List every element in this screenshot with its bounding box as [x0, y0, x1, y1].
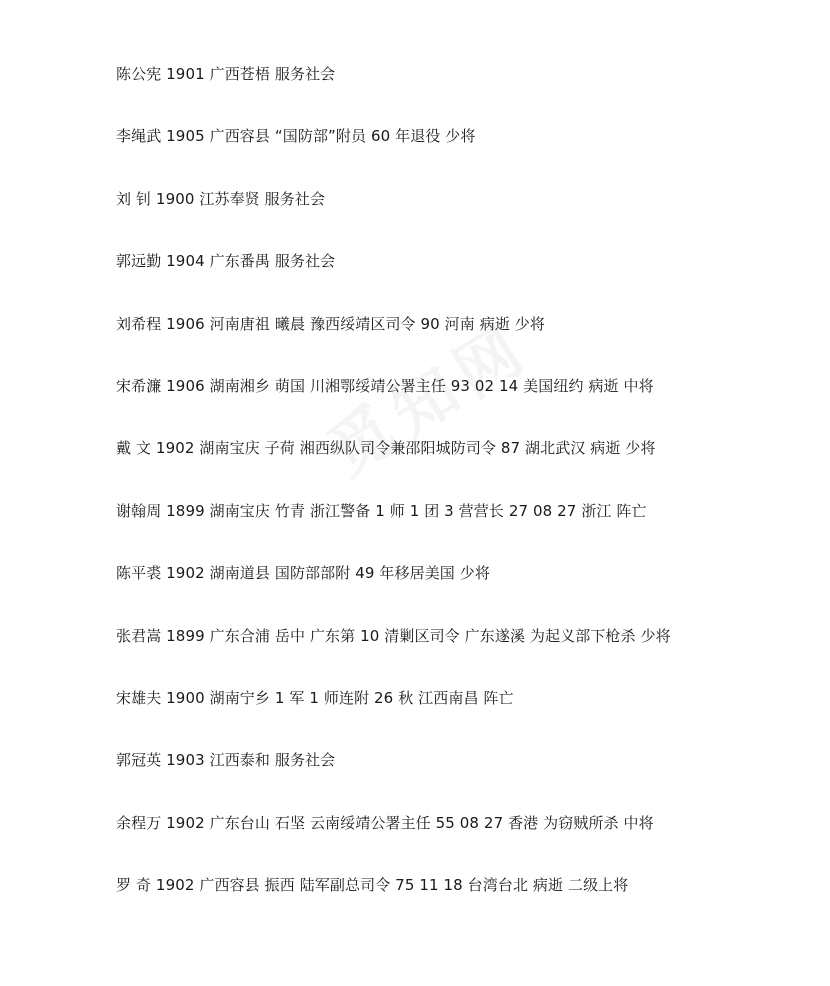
list-item: 戴 文 1902 湖南宝庆 子荷 湘西纵队司令兼邵阳城防司令 87 湖北武汉 病逝 少将 — [116, 439, 656, 458]
list-item: 宋雄夫 1900 湖南宁乡 1 军 1 师连附 26 秋 江西南昌 阵亡 — [116, 688, 514, 707]
list-item: 陈平裘 1902 湖南道县 国防部部附 49 年移居美国 少将 — [116, 564, 490, 583]
list-item: 谢翰周 1899 湖南宝庆 竹青 浙江警备 1 师 1 团 3 营营长 27 08 27 浙江 阵亡 — [116, 501, 647, 520]
biography-list — [116, 62, 806, 935]
list-item: 宋希濂 1906 湖南湘乡 萌国 川湘鄂绥靖公署主任 93 02 14 美国纽约 病逝 中将 — [116, 376, 654, 395]
list-item: 李绳武 1905 广西容县 “国防部”附员 60 年退役 少将 — [116, 127, 476, 146]
list-item: 刘 钊 1900 江苏奉贤 服务社会 — [116, 189, 326, 208]
list-item: 张君嵩 1899 广东合浦 岳中 广东第 10 清剿区司令 广东遂溪 为起义部下枪杀 少将 — [116, 626, 671, 645]
list-item: 余程万 1902 广东台山 石坚 云南绥靖公署主任 55 08 27 香港 为窃贼所杀 中将 — [116, 813, 654, 832]
list-item: 罗 奇 1902 广西容县 振西 陆军副总司令 75 11 18 台湾台北 病逝 二级上将 — [116, 876, 629, 895]
list-item: 刘希程 1906 河南唐祖 曦晨 豫西绥靖区司令 90 河南 病逝 少将 — [116, 314, 546, 333]
list-item: 郭冠英 1903 江西泰和 服务社会 — [116, 751, 336, 770]
list-item: 郭远勤 1904 广东番禺 服务社会 — [116, 252, 336, 271]
list-item: 陈公宪 1901 广西苍梧 服务社会 — [116, 65, 336, 83]
